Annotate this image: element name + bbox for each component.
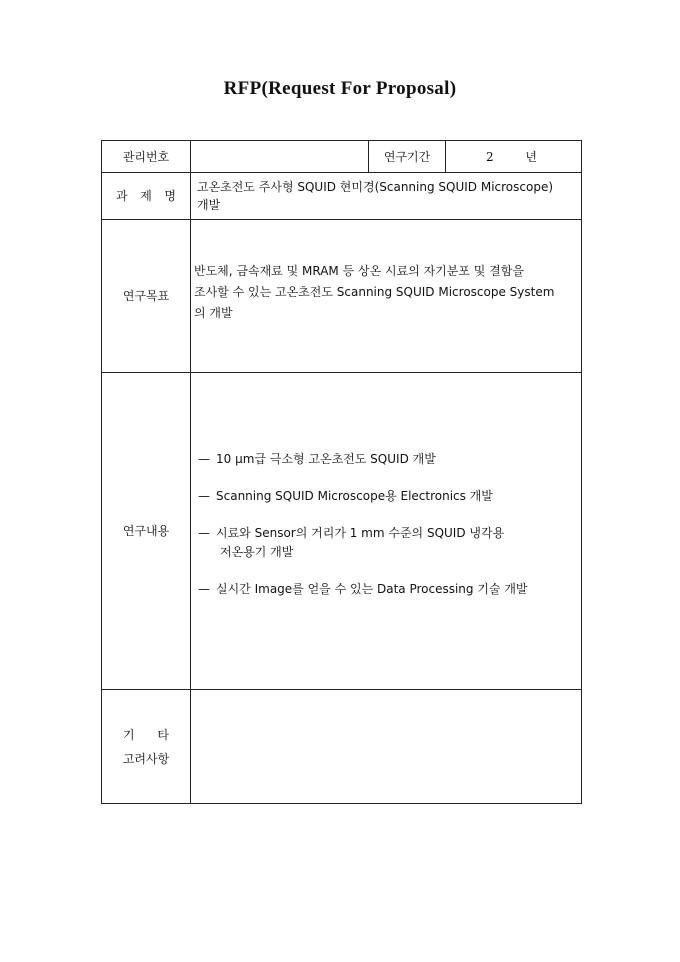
project-value-line1: 고온초전도 주사형 SQUID 현미경(Scanning SQUID Microscope) — [197, 180, 554, 194]
content-label: 연구내용 — [102, 373, 191, 690]
etc-value — [191, 690, 582, 804]
list-item: — 10 μm급 극소형 고온초전도 SQUID 개발 — [198, 451, 436, 466]
content-list — [194, 450, 579, 599]
goal-value — [191, 220, 582, 373]
list-item: — 시료와 Sensor의 거리가 1 mm 수준의 SQUID 냉각용 저온용기 개발 — [198, 525, 505, 559]
mgmt-no-label: 관리번호 — [102, 141, 191, 173]
row-project — [102, 173, 582, 220]
etc-label: 기 타 고려사항 — [102, 690, 191, 804]
row-goal — [102, 220, 582, 373]
row-content — [102, 373, 582, 690]
project-label: 과 제 명 — [102, 173, 191, 220]
mgmt-no-value — [191, 141, 369, 173]
period-label: 연구기간 — [369, 141, 446, 173]
goal-line2: 조사할 수 있는 고온초전도 Scanning SQUID Microscope System — [194, 284, 555, 299]
row-mgmt — [102, 141, 582, 173]
list-item: — 실시간 Image를 얻을 수 있는 Data Processing 기술 개발 — [198, 581, 528, 596]
project-value-line2: 개발 — [197, 198, 221, 212]
goal-line1: 반도체, 금속재료 및 MRAM 등 상온 시료의 자기분포 및 결함을 — [194, 263, 524, 278]
document-title: RFP(Request For Proposal) — [223, 78, 457, 99]
project-value — [191, 173, 582, 220]
list-item: — Scanning SQUID Microscope용 Electronics 개발 — [198, 488, 493, 503]
row-etc — [102, 690, 582, 804]
content-value — [191, 373, 582, 690]
goal-label: 연구목표 — [102, 220, 191, 373]
period-unit: 년 — [525, 149, 537, 164]
rfp-table — [101, 140, 582, 804]
period-value — [446, 141, 582, 173]
goal-line3: 의 개발 — [194, 305, 233, 320]
period-number: 2 — [486, 149, 494, 164]
